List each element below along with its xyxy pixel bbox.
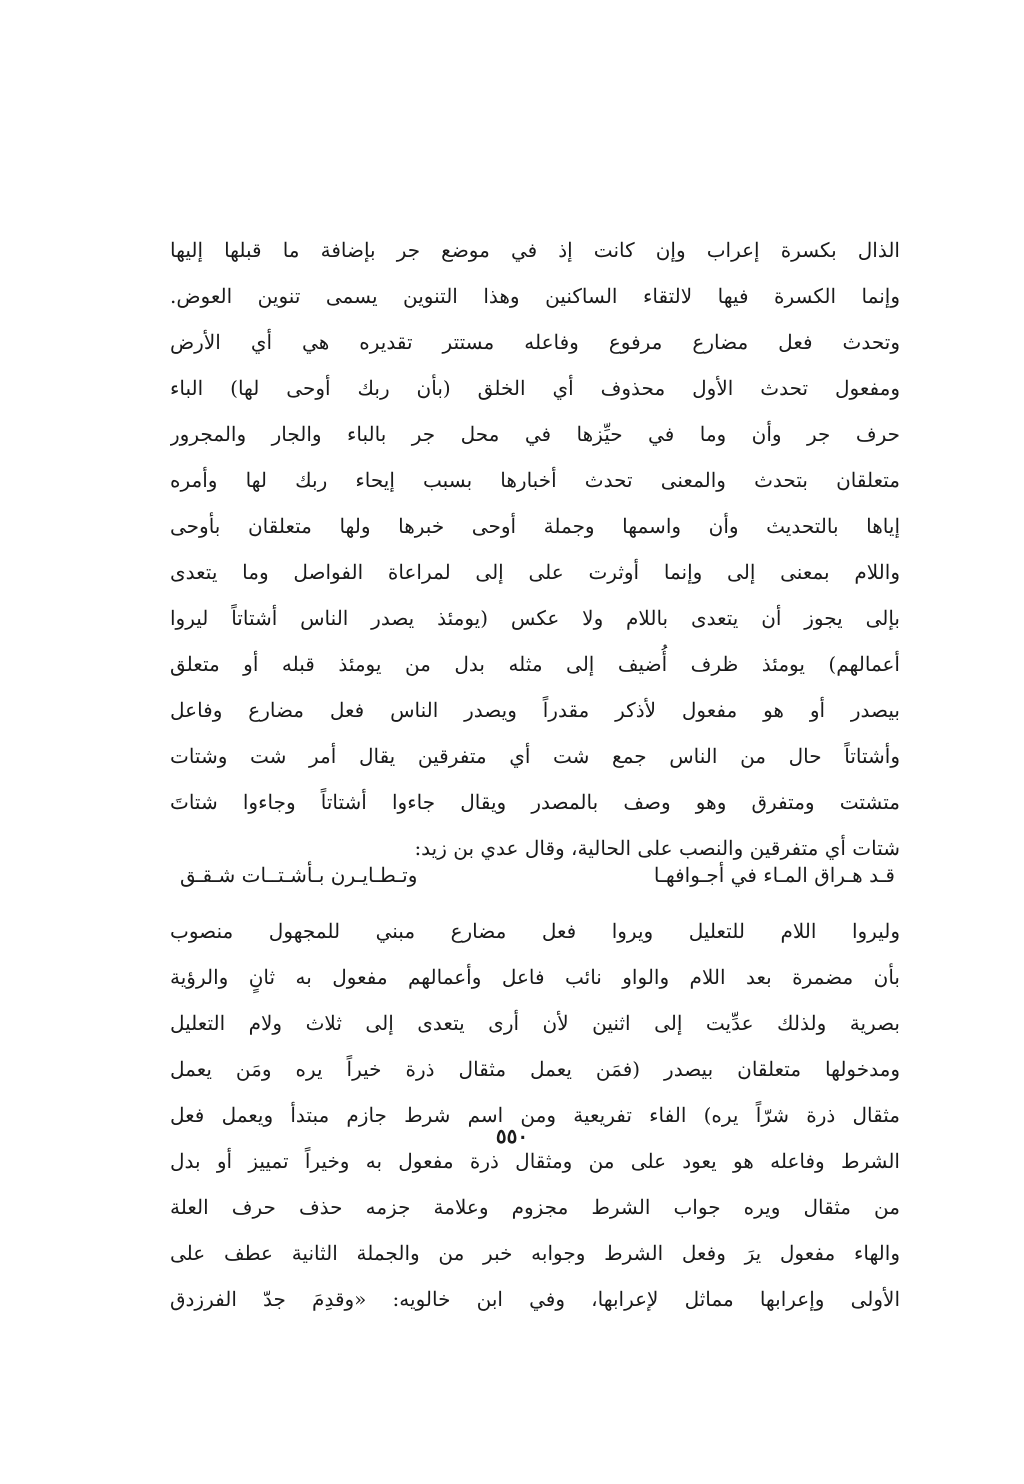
text-line: ومفعول تحدث الأول محذوف أي الخلق (بأن ربك أوحى لها) الباء [170,376,900,400]
text-line: بأن مضمرة بعد اللام والواو نائب فاعل وأعمالهم مفعول به ثانٍ والرؤية [170,965,900,989]
text-line: ومدخولها متعلقان بيصدر (فمَن يعمل مثقال ذرة خيراً يره ومَن يعمل [170,1057,900,1081]
text-line: وإنما الكسرة فيها لالتقاء الساكنين وهذا التنوين يسمى تنوين العوض. [170,284,900,308]
text-line: الأولى وإعرابها مماثل لإعرابها، وفي ابن خالويه: «وقدِمَ جدّ الفرزدق [170,1287,900,1311]
paragraph-2 [170,908,900,1322]
text-line: وأشتاتاً حال من الناس جمع شت أي متفرقين يقال أمر شت وشتات [170,744,900,768]
text-line: الذال بكسرة إعراب وإن كانت إذ في موضع جر بإضافة ما قبلها إليها [170,238,900,262]
text-line: شتات أي متفرقين والنصب على الحالية، وقال عدي بن زيد: [414,836,900,860]
text-line: بصرية ولذلك عدِّيت إلى اثنين لأن أرى يتعدى إلى ثلاث ولام التعليل [170,1011,900,1035]
verse-first-hemistich: قـد هـراق المـاء في أجـوافهـا [653,863,895,887]
text-line: الشرط وفاعله هو يعود على من ومثقال ذرة مفعول به وخيراً تمييز أو بدل [170,1149,900,1173]
text-line: والهاء مفعول يرَ وفعل الشرط وجوابه خبر من والجملة الثانية عطف على [170,1241,900,1265]
text-line: بإلى يجوز أن يتعدى باللام ولا عكس (يومئذ يصدر الناس أشتاتاً ليروا [170,606,900,630]
text-line: من مثقال ويره جواب الشرط مجزوم وعلامة جزمه حذف حرف العلة [170,1195,900,1219]
text-line: واللام بمعنى إلى وإنما أوثرت على إلى لمراعاة الفواصل وما يتعدى [170,560,900,584]
text-line: وتحدث فعل مضارع مرفوع وفاعله مستتر تقديره هي أي الأرض [170,330,900,354]
text-line: حرف جر وأن وما في حيِّزها في محل جر بالباء والجار والمجرور [170,422,900,446]
text-line: إياها بالتحديث وأن واسمها وجملة أوحى خبرها ولها متعلقان بأوحى [170,514,900,538]
text-line: وليروا اللام للتعليل ويروا فعل مضارع مبني للمجهول منصوب [170,919,900,943]
verse-second-hemistich: وتـطـايـرن بـأشـتــات شـقـق [180,863,418,887]
text-line: بيصدر أو هو مفعول لأذكر مقدراً ويصدر الناس فعل مضارع وفاعل [170,698,900,722]
poetry-verse [180,852,895,898]
page-number: ٥٥٠ [495,1124,529,1148]
text-line: مثقال ذرة شرّاً يره) الفاء تفريعية ومن اسم شرط جازم مبتدأ ويعمل فعل [170,1103,900,1127]
paragraph-1 [170,227,900,871]
text-line: متشتت ومتفرق وهو وصف بالمصدر ويقال جاءوا أشتاتاً وجاءوا شتاتَ [170,790,900,814]
text-line: متعلقان بتحدث والمعنى تحدث أخبارها بسبب إيحاء ربك لها وأمره [170,468,900,492]
text-line: أعمالهم) يومئذ ظرف أُضيف إلى مثله بدل من يومئذ قبله أو متعلق [170,652,900,676]
